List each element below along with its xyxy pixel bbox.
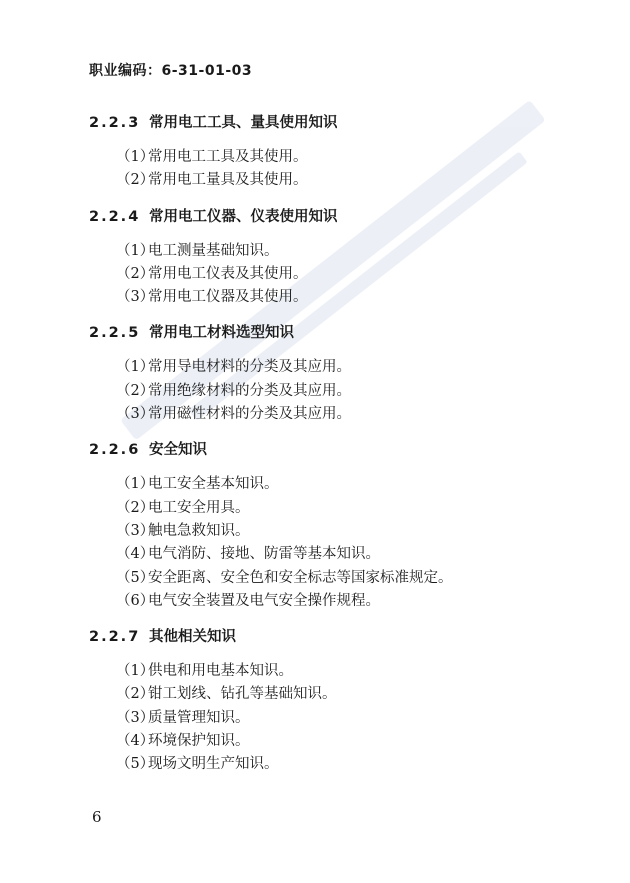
section-title: 常用电工仪器、仪表使用知识	[149, 208, 338, 225]
item-mark: （4）	[116, 546, 155, 563]
item-text: 常用绝缘材料的分类及其应用。	[148, 382, 351, 399]
item-mark: （1）	[116, 242, 155, 259]
section-2-2-3	[89, 112, 559, 193]
item-mark: （2）	[116, 172, 155, 189]
item-list	[89, 146, 559, 193]
list-item	[89, 263, 559, 286]
item-text: 供电和用电基本知识。	[148, 663, 293, 680]
item-mark: （2）	[116, 265, 155, 282]
section-heading	[89, 626, 559, 648]
list-item	[89, 590, 559, 613]
item-mark: （5）	[116, 569, 155, 586]
item-text: 常用电工仪表及其使用。	[148, 265, 308, 282]
list-item	[89, 730, 559, 753]
list-item	[89, 356, 559, 379]
list-item	[89, 660, 559, 683]
item-text: 电工测量基础知识。	[148, 242, 279, 259]
item-text: 常用导电材料的分类及其应用。	[148, 359, 351, 376]
item-mark: （2）	[116, 499, 155, 516]
list-item	[89, 240, 559, 263]
section-title: 安全知识	[149, 442, 207, 459]
section-heading	[89, 439, 559, 461]
section-2-2-7	[89, 626, 559, 776]
section-2-2-5	[89, 322, 559, 426]
item-text: 触电急救知识。	[148, 522, 250, 539]
item-mark: （4）	[116, 733, 155, 750]
item-mark: （1）	[116, 149, 155, 165]
section-2-2-6	[89, 439, 559, 613]
section-2-2-4	[89, 206, 559, 310]
section-number: 2.2.3	[89, 115, 141, 131]
item-text: 常用磁性材料的分类及其应用。	[148, 406, 351, 423]
item-text: 环境保护知识。	[148, 733, 250, 750]
section-number: 2.2.7	[89, 629, 141, 646]
list-item	[89, 753, 559, 776]
item-list	[89, 473, 559, 613]
section-heading	[89, 206, 559, 228]
section-title: 常用电工材料选型知识	[149, 325, 294, 342]
list-item	[89, 146, 559, 169]
list-item	[89, 683, 559, 706]
item-text: 质量管理知识。	[148, 709, 250, 726]
item-mark: （3）	[116, 289, 155, 306]
list-item	[89, 380, 559, 403]
item-mark: （6）	[116, 592, 155, 609]
list-item	[89, 169, 559, 192]
item-list	[89, 240, 559, 310]
list-item	[89, 707, 559, 730]
item-mark: （1）	[116, 663, 155, 680]
section-title: 常用电工工具、量具使用知识	[149, 115, 338, 131]
section-title: 其他相关知识	[149, 629, 236, 646]
item-list	[89, 660, 559, 776]
item-text: 常用电工量具及其使用。	[148, 172, 308, 189]
page-number: 6	[92, 808, 102, 826]
item-text: 电气消防、接地、防雷等基本知识。	[148, 546, 380, 563]
list-item	[89, 403, 559, 426]
item-mark: （3）	[116, 406, 155, 423]
item-mark: （5）	[116, 756, 155, 773]
item-text: 安全距离、安全色和安全标志等国家标准规定。	[148, 569, 453, 586]
item-text: 电工安全基本知识。	[148, 476, 279, 493]
list-item	[89, 520, 559, 543]
list-item	[89, 497, 559, 520]
item-mark: （1）	[116, 476, 155, 493]
item-text: 电气安全装置及电气安全操作规程。	[148, 592, 380, 609]
item-mark: （3）	[116, 709, 155, 726]
item-mark: （2）	[116, 686, 155, 703]
section-number: 2.2.5	[89, 325, 141, 342]
document-content	[89, 112, 559, 790]
section-heading	[89, 322, 559, 344]
list-item	[89, 543, 559, 566]
item-list	[89, 356, 559, 426]
list-item	[89, 286, 559, 309]
section-heading	[89, 112, 559, 134]
item-mark: （2）	[116, 382, 155, 399]
item-text: 现场文明生产知识。	[148, 756, 279, 773]
item-text: 常用电工仪器及其使用。	[148, 289, 308, 306]
list-item	[89, 567, 559, 590]
section-number: 2.2.4	[89, 208, 141, 225]
item-text: 常用电工工具及其使用。	[148, 149, 308, 165]
item-text: 电工安全用具。	[148, 499, 250, 516]
occupation-code-header: 职业编码：6-31-01-03	[89, 63, 253, 79]
item-mark: （3）	[116, 522, 155, 539]
list-item	[89, 473, 559, 496]
section-number: 2.2.6	[89, 442, 141, 459]
item-mark: （1）	[116, 359, 155, 376]
item-text: 钳工划线、钻孔等基础知识。	[148, 686, 337, 703]
